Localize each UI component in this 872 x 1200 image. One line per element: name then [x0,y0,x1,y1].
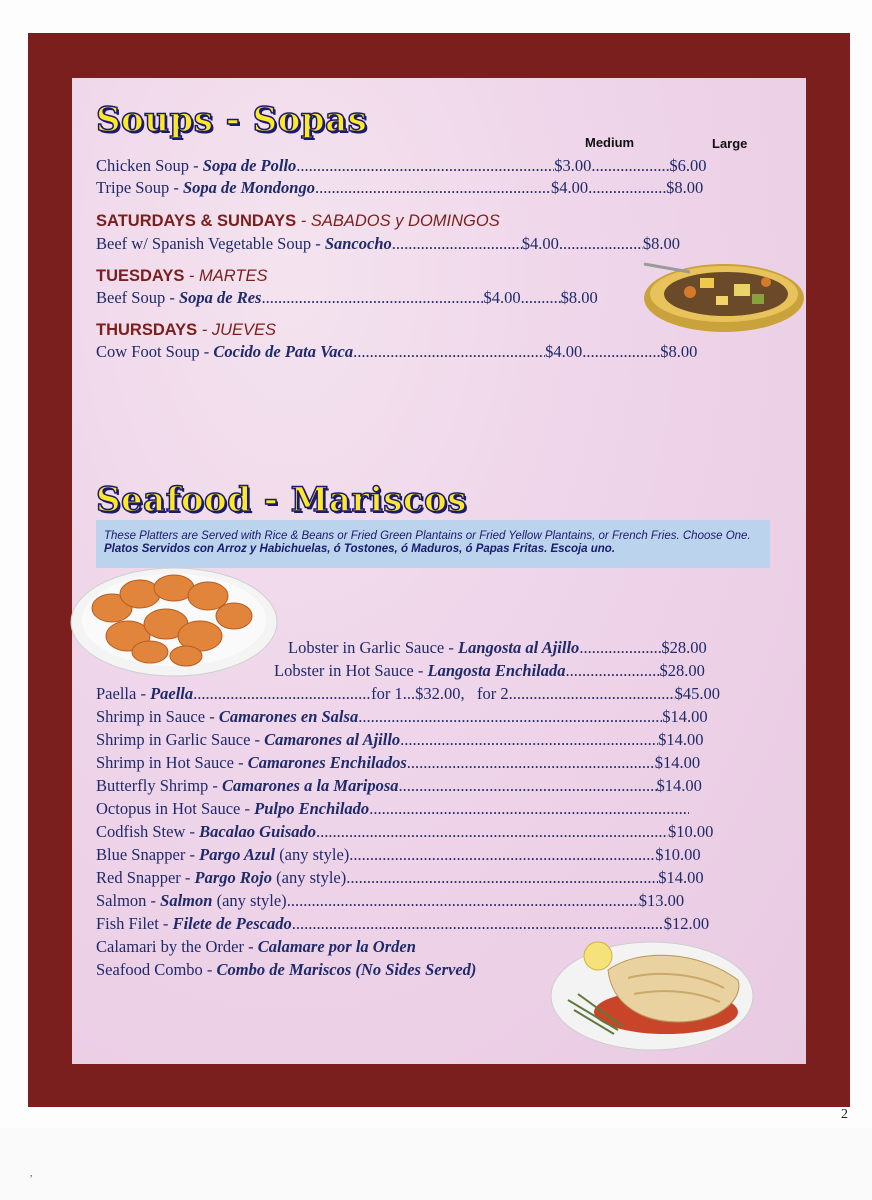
soup-row: Beef w/ Spanish Vegetable Soup - Sancocho..... $4.00..... $8.00 [96,234,680,254]
seafood-row: Blue Snapper - Pargo Azul (any style)..... $10.00 [96,845,701,865]
soup-row: Tripe Soup - Sopa de Mondongo..... $4.00..... $8.00 [96,178,703,198]
seafood-heading: Seafood - Mariscos [96,480,467,520]
soup-row: Chicken Soup - Sopa de Pollo..... $3.00..... $6.00 [96,156,707,176]
seafood-row: Octopus in Hot Sauce - Pulpo Enchilado..... [96,799,689,819]
seafood-row: Lobster in Garlic Sauce - Langosta al Ajillo..... $28.00 [288,638,707,658]
seafood-row: Salmon - Salmon (any style)..... $13.00 [96,891,684,911]
thursdays-title: THURSDAYS - JUEVES [96,321,277,339]
soups-heading: Soups - Sopas [96,100,368,140]
scan-mark: , [30,1168,33,1179]
seafood-row: Lobster in Hot Sauce - Langosta Enchilada..... $28.00 [274,661,705,681]
seafood-row: Shrimp in Sauce - Camarones en Salsa..... $14.00 [96,707,708,727]
seafood-row: Calamari by the Order - Calamare por la Orden [96,937,416,956]
page-number: 2 [841,1107,848,1122]
seafood-row: Fish Filet - Filete de Pescado..... $12.00 [96,914,709,934]
tuesdays-title: TUESDAYS - MARTES [96,267,268,285]
scan-margin [0,1128,872,1200]
sides-notice: These Platters are Served with Rice & Beans or Fried Green Plantains or Fried Yellow Plantains, or French Fries. Choose One. Platos Servidos con Arroz y Habichuelas, ó Tostones, ó Maduros, ó Papas Fritas. Escoja uno. [96,520,770,568]
seafood-row: Red Snapper - Pargo Rojo (any style)..... $14.00 [96,868,704,888]
seafood-row: Seafood Combo - Combo de Mariscos (No Sides Served) [96,960,477,979]
soup-row: Beef Soup - Sopa de Res..... $4.00..... $8.00 [96,288,598,308]
soup-row: Cow Foot Soup - Cocido de Pata Vaca..... $4.00..... $8.00 [96,342,697,362]
seafood-row: Shrimp in Hot Sauce - Camarones Enchilados..... $14.00 [96,753,700,773]
soup-bowl-image [642,254,806,336]
col-medium: Medium [585,135,635,150]
col-large: Large [712,136,748,151]
saturdays-title: SATURDAYS & SUNDAYS - SABADOS y DOMINGOS [96,212,500,230]
fish-plate-image [548,930,754,1054]
seafood-row: Codfish Stew - Bacalao Guisado..... $10.00 [96,822,713,842]
paella-row: Paella - Paella..... for 1...$32.00, for 2..... $45.00 [96,684,720,704]
seafood-row: Shrimp in Garlic Sauce - Camarones al Ajillo..... $14.00 [96,730,704,750]
seafood-row: Butterfly Shrimp - Camarones a la Mariposa..... $14.00 [96,776,702,796]
shrimp-plate-image [70,564,280,678]
